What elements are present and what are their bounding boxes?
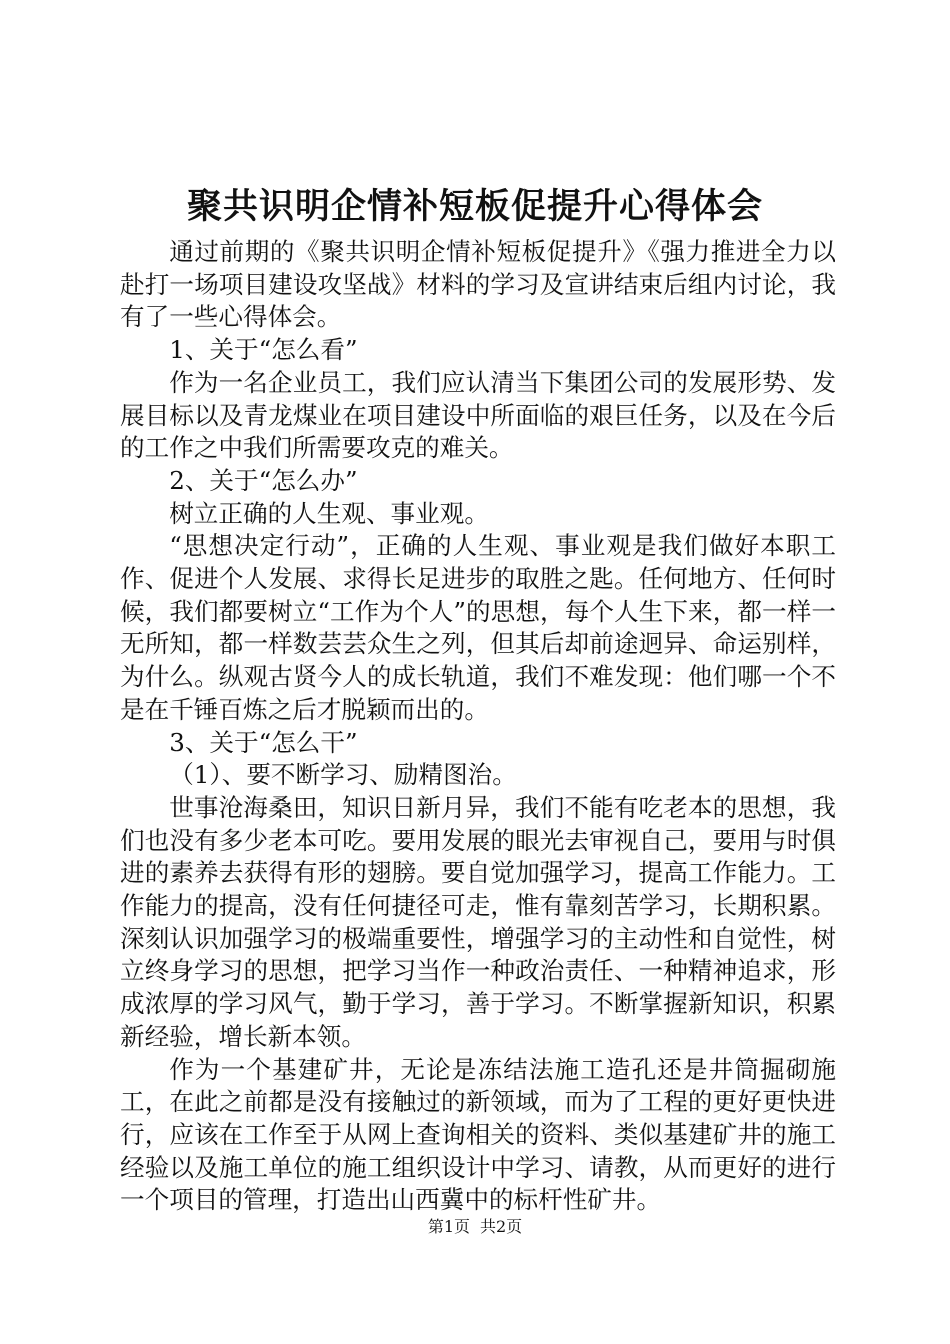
paragraph-intro: 通过前期的《聚共识明企情补短板促提升》《强力推进全力以赴打一场项目建设攻坚战》材料的学习及宣讲结束后组内讨论，我有了一些心得体会。 — [120, 237, 836, 332]
document-body — [120, 236, 836, 1217]
paragraph-learning: 世事沧海桑田，知识日新月异，我们不能有吃老本的思想，我们也没有多少老本可吃。要用发展的眼光去审视自己，要用与时俱进的素养去获得有形的翅膀。要自觉加强学习，提高工作能力。工作能力的提高，没有任何捷径可走，惟有靠刻苦学习，长期积累。深刻认识加强学习的极端重要性，增强学习的主动性和自觉性，树立终身学习的思想，把学习当作一种政治责任、一种精神追求，形成浓厚的学习风气，勤于学习，善于学习。不断掌握新知识，积累新经验，增长新本领。 — [120, 792, 836, 1051]
paragraph-thought-action: “思想决定行动”，正确的人生观、事业观是我们做好本职工作、促进个人发展、求得长足进步的取胜之匙。任何地方、任何时候，我们都要树立“工作为个人”的思想，每个人生下来，都一样一无所知，都一样数芸芸众生之列，但其后却前途迥异、命运别样，为什么。纵观古贤今人的成长轨道，我们不难发现：他们哪一个不是在千锤百炼之后才脱颖而出的。 — [120, 531, 836, 724]
paragraph-worldview: 树立正确的人生观、事业观。 — [169, 498, 489, 528]
paragraph-mine-construction: 作为一个基建矿井，无论是冻结法施工造孔还是井筒掘砌施工，在此之前都是没有接触过的新领域，而为了工程的更好更快进行，应该在工作至于从网上查询相关的资料、类似基建矿井的施工经验以及施工单位的施工组织设计中学习、请教，从而更好的进行一个项目的管理，打造出山西冀中的标杆性矿井。 — [120, 1054, 836, 1215]
section-heading-how-to-act: 3、关于“怎么干” — [169, 727, 358, 757]
page-number: 第1页 — [427, 1217, 470, 1236]
section-heading-what-to-do: 2、关于“怎么办” — [169, 465, 358, 495]
page-footer — [0, 1215, 950, 1239]
page-total: 共2页 — [480, 1217, 523, 1236]
page-title: 聚共识明企情补短板促提升心得体会 — [186, 186, 763, 227]
paragraph-how-to-see: 作为一名企业员工，我们应认清当下集团公司的发展形势、发展目标以及青龙煤业在项目建设中所面临的艰巨任务，以及在今后的工作之中我们所需要攻克的难关。 — [120, 367, 836, 463]
subheading-keep-learning: （1）、要不断学习、励精图治。 — [169, 760, 517, 790]
section-heading-how-to-see: 1、关于“怎么看” — [169, 335, 358, 365]
